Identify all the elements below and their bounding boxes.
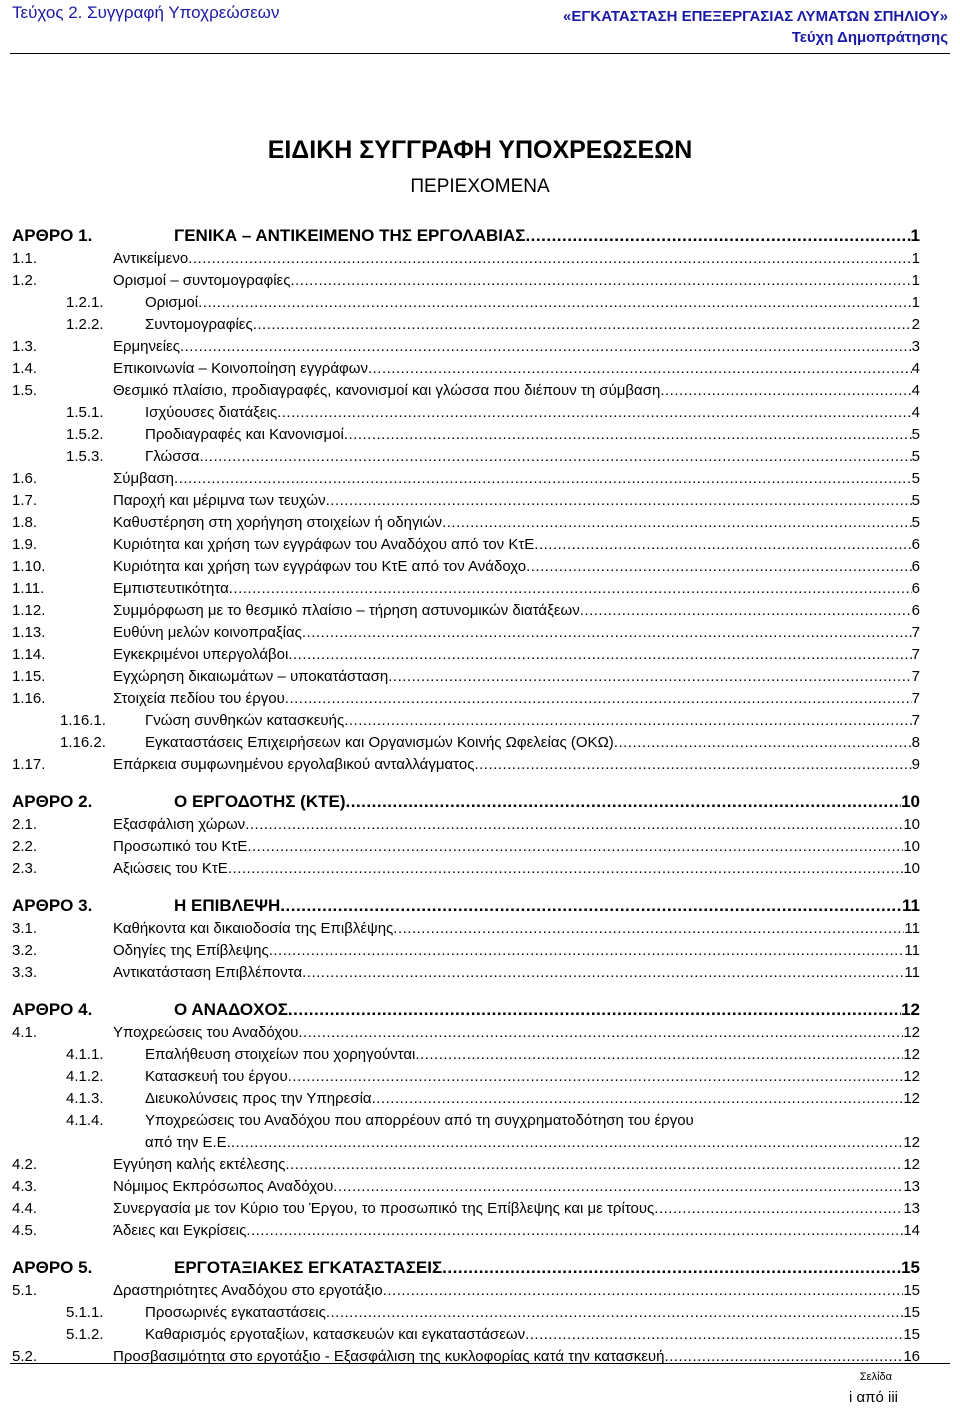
toc-entry[interactable]: 1.2.1. Ορισμοί ..... 1 <box>12 294 920 316</box>
toc-entry[interactable]: 1.13. Ευθύνη μελών κοινοπραξίας ..... 7 <box>12 624 920 646</box>
toc-entry[interactable]: 1.4. Επικοινωνία – Κοινοποίηση εγγράφων ..... 4 <box>12 360 920 382</box>
toc-entry[interactable]: 4.1.2. Κατασκευή του έργου ..... 12 <box>12 1068 920 1090</box>
toc-entry[interactable]: 4.1.3. Διευκολύνσεις προς την Υπηρεσία ..... 12 <box>12 1090 920 1112</box>
toc-entry[interactable]: 1.6. Σύμβαση ..... 5 <box>12 470 920 492</box>
toc-entry[interactable]: 1.7. Παροχή και μέριμνα των τευχών ..... 5 <box>12 492 920 514</box>
toc-entry[interactable]: 1.8. Καθυστέρηση στη χορήγηση στοιχείων ή οδηγιών ..... 5 <box>12 514 920 536</box>
contents-heading: ΠΕΡΙΕΧΟΜΕΝΑ <box>410 176 550 197</box>
toc-article-3[interactable]: ΑΡΘΡΟ 3. Η ΕΠΙΒΛΕΨΗ ..... 11 <box>12 896 920 920</box>
toc-article-5[interactable]: ΑΡΘΡΟ 5. ΕΡΓΟΤΑΞΙΑΚΕΣ ΕΓΚΑΤΑΣΤΑΣΕΙΣ ..... 15 <box>12 1258 920 1282</box>
toc-entry-continuation[interactable]: από την Ε.Ε. ..... 12 <box>12 1134 920 1156</box>
toc-entry[interactable]: 1.16.1. Γνώση συνθηκών κατασκευής ..... 7 <box>12 712 920 734</box>
table-of-contents <box>12 226 920 1370</box>
toc-entry[interactable]: 4.3. Νόμιμος Εκπρόσωπος Αναδόχου ..... 13 <box>12 1178 920 1200</box>
toc-entry[interactable]: 1.1. Αντικείμενο ..... 1 <box>12 250 920 272</box>
toc-entry-multiline[interactable]: 4.1.4. Υποχρεώσεις του Αναδόχου που απορρέουν από τη συγχρηματοδότηση του έργου <box>66 1112 694 1129</box>
toc-article-4[interactable]: ΑΡΘΡΟ 4. Ο ΑΝΑΔΟΧΟΣ ..... 12 <box>12 1000 920 1024</box>
toc-entry[interactable]: 1.15. Εγχώρηση δικαιωμάτων – υποκατάσταση ..... 7 <box>12 668 920 690</box>
toc-entry[interactable]: 4.1.1. Επαλήθευση στοιχείων που χορηγούνται ..... 12 <box>12 1046 920 1068</box>
toc-entry[interactable]: 1.10. Κυριότητα και χρήση των εγγράφων του ΚτΕ από τον Ανάδοχο ..... 6 <box>12 558 920 580</box>
toc-entry[interactable]: 4.1. Υποχρεώσεις του Αναδόχου ..... 12 <box>12 1024 920 1046</box>
header-volume-title: Τεύχη Δημοπράτησης <box>791 29 948 46</box>
toc-entry[interactable]: 4.2. Εγγύηση καλής εκτέλεσης ..... 12 <box>12 1156 920 1178</box>
toc-entry[interactable]: 2.2. Προσωπικό του ΚτΕ ..... 10 <box>12 838 920 860</box>
toc-article-2[interactable]: ΑΡΘΡΟ 2. Ο ΕΡΓΟΔΟΤΗΣ (ΚΤΕ) ..... 10 <box>12 792 920 816</box>
toc-entry[interactable]: 1.5.2. Προδιαγραφές και Κανονισμοί ..... 5 <box>12 426 920 448</box>
toc-entry[interactable]: 1.14. Εγκεκριμένοι υπεργολάβοι ..... 7 <box>12 646 920 668</box>
toc-entry[interactable]: 5.1.2. Καθαρισμός εργοταξίων, κατασκευών και εγκαταστάσεων ..... 15 <box>12 1326 920 1348</box>
toc-entry[interactable]: 1.3. Ερμηνείες ..... 3 <box>12 338 920 360</box>
toc-entry[interactable]: 4.4. Συνεργασία με τον Κύριο του Έργου, το προσωπικό της Επίβλεψης και με τρίτους ..... 13 <box>12 1200 920 1222</box>
toc-entry[interactable]: 5.1.1. Προσωρινές εγκαταστάσεις ..... 15 <box>12 1304 920 1326</box>
header-project-title: «ΕΓΚΑΤΑΣΤΑΣΗ ΕΠΕΞΕΡΓΑΣΙΑΣ ΛΥΜΑΤΩΝ ΣΠΗΛΙΟΥ» <box>563 8 948 25</box>
document-title: ΕΙΔΙΚΗ ΣΥΓΓΡΑΦΗ ΥΠΟΧΡΕΩΣΕΩΝ <box>267 136 693 164</box>
toc-entry[interactable]: 4.5. Άδειες και Εγκρίσεις ..... 14 <box>12 1222 920 1244</box>
toc-entry[interactable]: 1.5.1. Ισχύουσες διατάξεις ..... 4 <box>12 404 920 426</box>
header-rule <box>10 53 950 54</box>
toc-entry[interactable]: 1.5.3. Γλώσσα ..... 5 <box>12 448 920 470</box>
toc-entry[interactable]: 3.1. Καθήκοντα και δικαιοδοσία της Επιβλέψης ..... 11 <box>12 920 920 942</box>
toc-entry[interactable]: 5.2. Προσβασιμότητα στο εργοτάξιο - Εξασφάλιση της κυκλοφορίας κατά την κατασκευή ..... 16 <box>12 1348 920 1370</box>
toc-entry[interactable]: 2.3. Αξιώσεις του ΚτΕ ..... 10 <box>12 860 920 882</box>
toc-entry[interactable]: 1.16.2. Εγκαταστάσεις Επιχειρήσεων και Οργανισμών Κοινής Ωφελείας (ΟΚΩ) ..... 8 <box>12 734 920 756</box>
header-document-part: Τεύχος 2. Συγγραφή Υποχρεώσεων <box>12 3 280 22</box>
toc-entry[interactable]: 1.5. Θεσμικό πλαίσιο, προδιαγραφές, κανονισμοί και γλώσσα που διέπουν τη σύμβαση ..... 4 <box>12 382 920 404</box>
footer-page-number: i από iii <box>848 1389 898 1406</box>
toc-entry[interactable]: 3.2. Οδηγίες της Επίβλεψης ..... 11 <box>12 942 920 964</box>
footer-page-label: Σελίδα <box>859 1371 892 1383</box>
toc-entry[interactable]: 1.11. Εμπιστευτικότητα ..... 6 <box>12 580 920 602</box>
toc-entry[interactable]: 3.3. Αντικατάσταση Επιβλέποντα ..... 11 <box>12 964 920 986</box>
toc-entry[interactable]: 1.2. Ορισμοί – συντομογραφίες ..... 1 <box>12 272 920 294</box>
toc-entry[interactable]: 2.1. Εξασφάλιση χώρων ..... 10 <box>12 816 920 838</box>
toc-entry[interactable]: 1.12. Συμμόρφωση με το θεσμικό πλαίσιο – τήρηση αστυνομικών διατάξεων ..... 6 <box>12 602 920 624</box>
toc-entry[interactable]: 1.2.2. Συντομογραφίες ..... 2 <box>12 316 920 338</box>
toc-entry[interactable]: 1.17. Επάρκεια συμφωνημένου εργολαβικού ανταλλάγματος ..... 9 <box>12 756 920 778</box>
toc-entry[interactable]: 5.1. Δραστηριότητες Αναδόχου στο εργοτάξιο ..... 15 <box>12 1282 920 1304</box>
footer-rule <box>10 1363 950 1364</box>
toc-article-1[interactable]: ΑΡΘΡΟ 1. ΓΕΝΙΚΑ – ΑΝΤΙΚΕΙΜΕΝΟ ΤΗΣ ΕΡΓΟΛΑΒΙΑΣ ..... 1 <box>12 226 920 250</box>
toc-entry[interactable]: 1.16. Στοιχεία πεδίου του έργου ..... 7 <box>12 690 920 712</box>
toc-entry[interactable]: 1.9. Κυριότητα και χρήση των εγγράφων του Αναδόχου από τον ΚτΕ ..... 6 <box>12 536 920 558</box>
